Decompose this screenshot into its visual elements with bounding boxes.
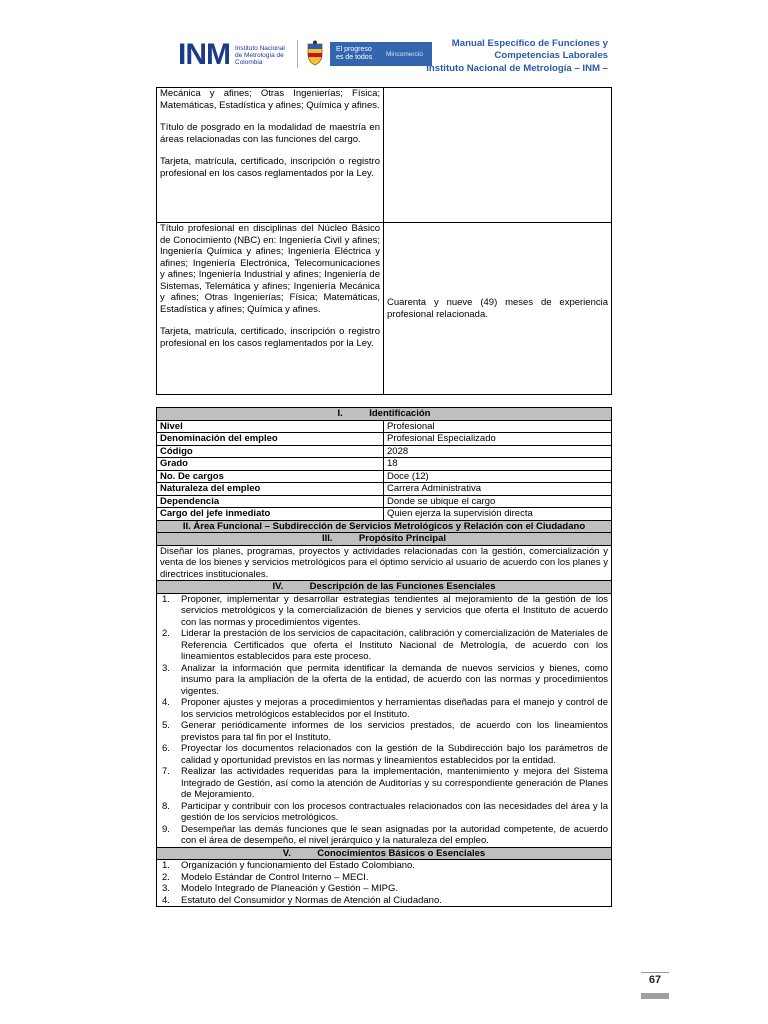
- field-label: Nivel: [157, 420, 384, 433]
- inm-logo-subtitle: Instituto Nacional de Metrología de Colombia: [235, 44, 285, 66]
- section-header: [157, 520, 612, 533]
- field-label: No. De cargos: [157, 470, 384, 483]
- document-title-line-1: Manual Específico de Funciones y: [451, 38, 608, 49]
- list-item: 4. Estatuto del Consumidor y Normas de Atención al Ciudadano.: [162, 894, 442, 906]
- table-row: [157, 458, 612, 471]
- document-title: [426, 38, 608, 75]
- paragraph: Tarjeta, matrícula, certificado, inscripción o registro profesional en los casos reglamentados por la Ley.: [160, 326, 380, 349]
- field-value: Profesional Especializado: [384, 433, 612, 446]
- experience-cell: Cuarenta y nueve (49) meses de experiencia profesional relacionada.: [384, 223, 612, 395]
- experience-cell: [384, 88, 612, 223]
- list-item: 9. Desempeñar las demás funciones que le sean asignadas por la autoridad competente, de acuerdo con el área de desempeño, el nivel jerárquico y la naturaleza del empleo.: [162, 823, 608, 846]
- section-header: [157, 533, 612, 546]
- job-identification-table: [156, 407, 612, 907]
- education-cell: [157, 88, 384, 223]
- list-item: 6. Proyectar los documentos relacionados con la gestión de la Subdirección bajo los parámetros de calidad y oportunidad previstos en las normas y lineamientos establecidos por la entidad.: [162, 743, 608, 766]
- field-value: Donde se ubique el cargo: [384, 495, 612, 508]
- section-iv-title: IV. Descripción de las Funciones Esenciales: [157, 581, 612, 594]
- list-item: 2. Liderar la prestación de los servicios de capacitación, calibración y comercialización de Materiales de Referencia Certificados que oferta el Instituto Nacional de Metrología, de acuerdo con los lineamientos establecidos para este proceso.: [162, 628, 608, 662]
- page-number: 67: [648, 974, 662, 986]
- colombia-coat-of-arms-icon: [306, 40, 324, 66]
- page-number-rule: [641, 972, 669, 973]
- gov-slogan: El progreso es de todos: [336, 46, 373, 61]
- table-row: [157, 545, 612, 581]
- header-divider: [297, 40, 298, 68]
- purpose-text: Diseñar los planes, programas, proyectos y actividades relacionadas con la gestión, comercialización y venta de los bienes y servicios metrológicos para el óptimo servicio al usuario de acuerdo con los planes y directrices institucionales.: [157, 545, 612, 581]
- requirements-table: [156, 87, 612, 395]
- section-header: [157, 581, 612, 594]
- inm-logo-text: INM: [178, 38, 230, 71]
- paragraph: Título de posgrado en la modalidad de maestría en áreas relacionadas con las funciones del cargo.: [160, 122, 380, 145]
- paragraph: Tarjeta, matrícula, certificado, inscripción o registro profesional en los casos reglamentados por la Ley.: [160, 156, 380, 179]
- list-item: 2. Modelo Estándar de Control Interno – MECI.: [162, 871, 369, 883]
- list-item: 5. Generar periódicamente informes de los servicios prestados, de acuerdo con los lineamientos previstos para tal fin por el Instituto.: [162, 720, 608, 743]
- ministry-label: Mincomercio: [386, 50, 423, 58]
- table-row: [157, 433, 612, 446]
- list-item: 8. Participar y contribuir con los procesos contractuales relacionados con las necesidades del área y la gestión de los servicios metrológicos.: [162, 800, 608, 823]
- functions-cell: [157, 593, 612, 847]
- table-row: [157, 445, 612, 458]
- table-row: [157, 88, 612, 223]
- knowledge-cell: [157, 860, 612, 907]
- list-item: 1. Proponer, implementar y desarrollar estrategias tendientes al mejoramiento de la gestión de los servicios metrológicos y la comercialización de bienes y servicios que oferta el Instituto de acuerdo con las normas y procedimientos vigentes.: [162, 593, 608, 628]
- table-row: [157, 420, 612, 433]
- field-label: Grado: [157, 458, 384, 471]
- table-row: [157, 860, 612, 907]
- table-row: [157, 593, 612, 847]
- section-i-title: I. Identificación: [157, 408, 612, 421]
- field-value: Carrera Administrativa: [384, 483, 612, 496]
- list-item: 4. Proponer ajustes y mejoras a procedimientos y herramientas diseñadas para el manejo y control de los servicios metrológicos establecidos por el Instituto.: [162, 697, 608, 720]
- document-title-line-2: Competencias Laborales: [494, 50, 608, 62]
- inm-logo: [178, 38, 291, 72]
- paragraph: Mecánica y afines; Otras Ingenierías; Física; Matemáticas, Estadística y afines; Química y afines.: [160, 88, 380, 111]
- section-header: [157, 408, 612, 421]
- section-ii-title: II. Área Funcional – Subdirección de Servicios Metrológicos y Relación con el Ciudadano: [157, 520, 612, 533]
- government-banner: [330, 42, 432, 66]
- list-item: 1. Organización y funcionamiento del Estado Colombiano.: [162, 860, 415, 871]
- field-value: 2028: [384, 445, 612, 458]
- field-label: Código: [157, 445, 384, 458]
- field-label: Naturaleza del empleo: [157, 483, 384, 496]
- table-row: [157, 508, 612, 521]
- field-value: Quien ejerza la supervisión directa: [384, 508, 612, 521]
- section-header: [157, 847, 612, 860]
- paragraph: Título profesional en disciplinas del Núcleo Básico de Conocimiento (NBC) en: Ingeniería Civil y afines; Ingeniería Química y afines; Ingeniería Eléctrica y afines; Ingeniería Electrónica, Telecomunicaciones y afines; Ingeniería Industrial y afines; Ingeniería de Sistemas, Telemática y afines; Ingeniería Mecánica y afines; Otras Ingenierías; Física; Matemáticas, Estadística y afines; Química y afines.: [160, 223, 380, 315]
- list-item: 3. Modelo Integrado de Planeación y Gestión – MIPG.: [162, 883, 399, 894]
- field-value: 18: [384, 458, 612, 471]
- table-row: [157, 495, 612, 508]
- section-v-title: V. Conocimientos Básicos o Esenciales: [157, 847, 612, 860]
- field-label: Cargo del jefe inmediato: [157, 508, 384, 521]
- table-row: [157, 470, 612, 483]
- table-row: [157, 483, 612, 496]
- field-value: Doce (12): [384, 470, 612, 483]
- education-cell: [157, 223, 384, 395]
- knowledge-list: [160, 860, 608, 906]
- list-item: 7. Realizar las actividades requeridas para la implementación, mantenimiento y mejora del Sistema Integrado de Gestión, así como la atención de Auditorías y su correspondiente generación de Planes de Mejoramiento.: [162, 766, 608, 800]
- field-value: Profesional: [384, 420, 612, 433]
- page-header: [0, 0, 768, 80]
- list-item: 3. Analizar la información que permita identificar la demanda de nuevos servicios y bienes, como insumo para la ampliación de la oferta de la entidad, de acuerdo con las normas y procedimientos vigentes.: [162, 662, 608, 697]
- field-label: Dependencia: [157, 495, 384, 508]
- functions-list: [160, 594, 608, 847]
- field-label: Denominación del empleo: [157, 433, 384, 446]
- document-title-line-3: Instituto Nacional de Metrología – INM –: [426, 62, 608, 74]
- table-row: [157, 223, 612, 395]
- section-iii-title: III. Propósito Principal: [157, 533, 612, 546]
- page-number-bar: [641, 993, 669, 999]
